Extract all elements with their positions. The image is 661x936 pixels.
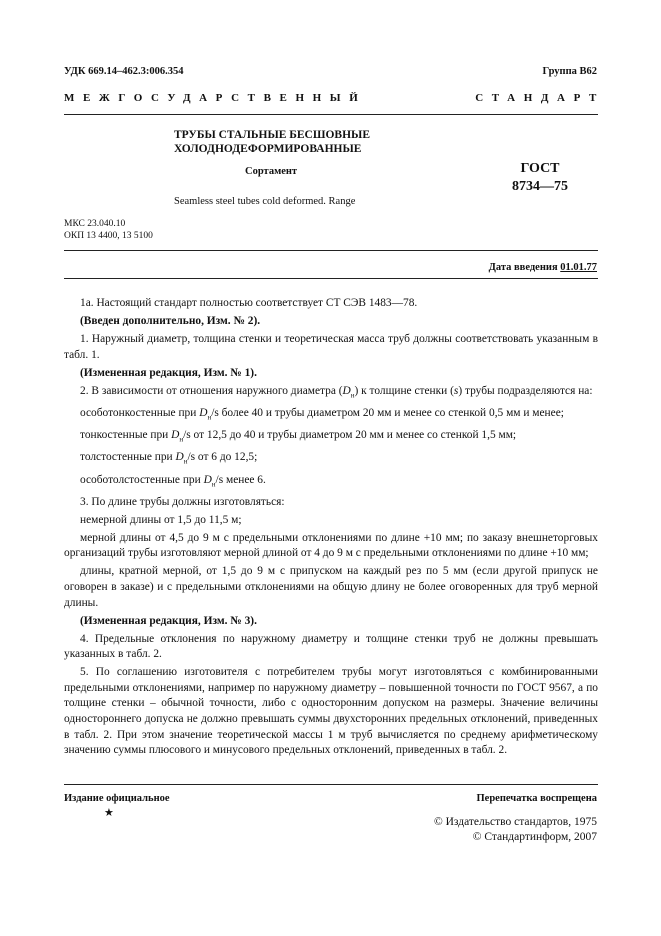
symbol-s: s [453,384,459,397]
okp-code: ОКП 13 4400, 13 5100 [64,231,153,241]
symbol-sub: н [183,457,188,466]
mks-code: МКС 23.040.10 [64,219,126,229]
title-line-2: ХОЛОДНОДЕФОРМИРОВАННЫЕ [174,143,362,155]
clause-2 [64,384,598,404]
header-rule [64,114,598,115]
symbol-sub: н [179,435,184,444]
interstate-label: МЕЖГОСУДАРСТВЕННЫЙ [64,92,367,104]
symbol-d: D [171,429,180,442]
official-edition: Издание официальное [64,793,170,804]
symbol-sub: н [211,479,216,488]
symbol-sub: н [207,413,212,422]
document-body [64,296,598,761]
clause-3-multiple-length: длины, кратной мерной, от 1,5 до 9 м с припуском на каждый рез по 5 мм (если другой припуск не оговорен в заказе) и с предельными отклонениями на общую длину не более оговоренных для труб мерной длины. [64,565,598,609]
udk-code: УДК 669.14–462.3:006.354 [64,66,184,77]
gost-block [500,160,580,196]
clause-2-text-b: ) к толщине стенки ( [354,384,454,397]
copyright-standartinform: © Стандартинформ, 2007 [472,831,597,843]
category-text: /s от 6 до 12,5; [187,451,258,464]
symbol-sub: н [350,390,355,399]
category-text: /s от 12,5 до 40 и трубы диаметром 20 мм и менее со стенкой 1,5 мм; [183,429,517,442]
amendment-note-3: (Измененная редакция, Изм. № 3). [80,614,257,627]
copyright-publisher: © Издательство стандартов, 1975 [433,816,597,828]
category-text: /s менее 6. [215,473,266,486]
category-thick [64,450,598,470]
clause-3-measured-length: мерной длины от 4,5 до 9 м с предельными отклонениями по длине +10 мм; по заказу внешнеторговых организаций трубы изготовляют мерной длиной от 4 до 9 м с предельными отклонениями по длине +10 мм; [64,531,598,560]
intro-date-label: Дата введения [488,262,558,273]
date-rule [64,278,598,279]
symbol-d: D [203,473,212,486]
clause-2-text-c: ) трубы подразделяются на: [458,384,593,397]
reprint-notice: Перепечатка воспрещена [476,793,597,804]
category-text: тонкостенные при [80,429,172,442]
intro-date [489,262,597,273]
group-code: Группа В62 [542,66,597,77]
intro-date-value: 01.01.77 [560,262,597,273]
symbol-d: D [199,406,208,419]
category-text: особотолстостенные при [80,473,204,486]
standard-label: СТАНДАРТ [475,92,605,104]
star-icon: ★ [104,807,114,819]
gost-number: 8734—75 [512,179,568,194]
clause-4: 4. Предельные отклонения по наружному диаметру и толщине стенки труб не должны превышать указанных в табл. 2. [64,632,598,661]
gost-label: ГОСТ [520,161,560,176]
category-text: особотонкостенные при [80,406,200,419]
clause-5: 5. По соглашению изготовителя с потребителем трубы могут изготовляться с комбинированными предельными отклонениями, например по наружному диаметру – повышенной точности по ГОСТ 9567, а по толщине стенки – обычной точности, либо с односторонним допуском на размеры. Значение величины одностороннего допуска не должно превышать суммы двухсторонних предельных отклонений, приведенных в табл. 2. При этом значение теоретической массы 1 м труб вычисляется по среднему арифметическому значению суммы плюсового и минусового предельных отклонений, приведенных в табл. 2. [64,666,598,757]
category-thin [64,428,598,448]
title-rule [64,250,598,251]
clause-1a: 1а. Настоящий стандарт полностью соответствует СТ СЭВ 1483—78. [80,297,418,309]
category-extra-thin [64,406,598,426]
english-title: Seamless steel tubes cold deformed. Range [174,196,356,207]
category-text: /s более 40 и трубы диаметром 20 мм и менее со стенкой 0,5 мм и менее; [211,406,564,419]
symbol-d: D [342,384,351,397]
title-line-1: ТРУБЫ СТАЛЬНЫЕ БЕСШОВНЫЕ [174,129,371,141]
subtitle: Сортамент [245,166,298,177]
amendment-note-1: (Введен дополнительно, Изм. № 2). [80,314,261,327]
category-text: толстостенные при [80,451,176,464]
symbol-d: D [175,451,184,464]
clause-2-text-a: 2. В зависимости от отношения наружного диаметра ( [80,384,343,397]
category-extra-thick [64,473,598,493]
clause-3: 3. По длине трубы должны изготовляться: [80,495,285,508]
footer-rule [64,784,598,785]
clause-3-random-length: немерной длины от 1,5 до 11,5 м; [80,513,242,526]
amendment-note-2: (Измененная редакция, Изм. № 1). [80,366,257,379]
clause-1: 1. Наружный диаметр, толщина стенки и теоретическая масса труб должны соответствовать указанным в табл. 1. [64,332,598,361]
